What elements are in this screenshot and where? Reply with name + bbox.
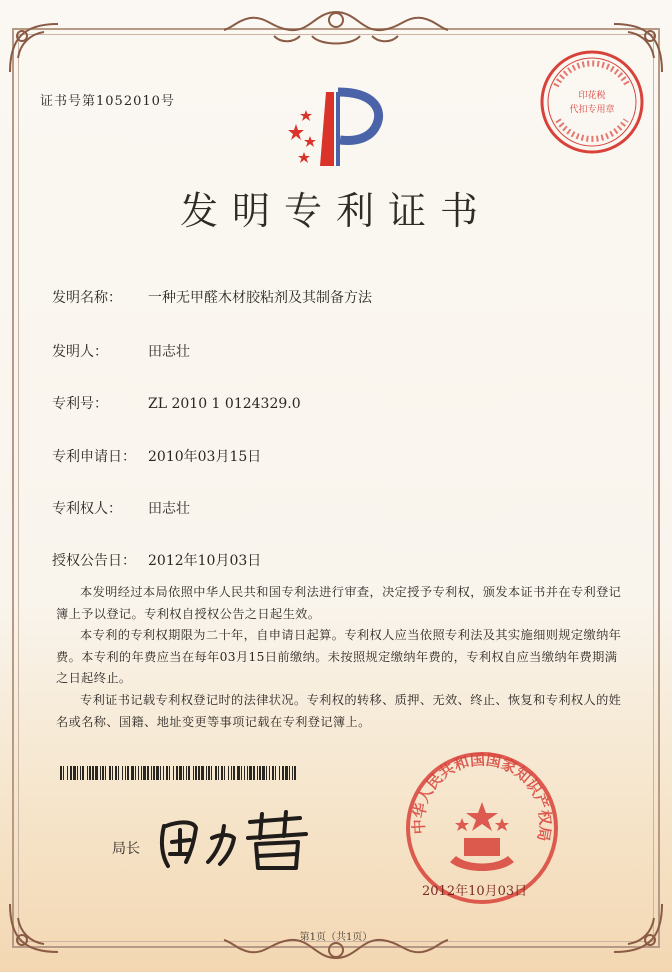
- invention-name-field: [52, 287, 372, 307]
- inventor-field: [52, 341, 190, 361]
- field-label: 授权公告日：: [52, 553, 136, 569]
- field-label: 专利申请日：: [52, 449, 136, 465]
- patentee-field: [52, 498, 190, 518]
- svg-text:印花税: 印花税: [578, 91, 606, 101]
- seal-text: 中华人民共和国国家知识产权局: [409, 750, 555, 843]
- barcode: [60, 766, 298, 780]
- patent-number-field: [52, 393, 301, 413]
- official-seal-icon: [536, 46, 648, 158]
- field-label: 发明名称：: [52, 290, 122, 306]
- application-date-field: [52, 446, 261, 466]
- sipo-logo-icon: [282, 84, 394, 172]
- field-value: 2012年10月03日: [148, 553, 262, 569]
- body-paragraph: 专利证书记载专利权登记时的法律状况。专利权的转移、质押、无效、终止、恢复和专利权人的姓名或名称、国籍、地址变更等事项记载在专利登记簿上。: [56, 692, 622, 729]
- field-value: 田志壮: [148, 344, 190, 360]
- grant-date-field: [52, 550, 261, 570]
- certificate-number: 证书号第1052010号: [40, 94, 175, 109]
- field-label: 发明人：: [52, 344, 108, 360]
- body-paragraph: 本专利的专利权期限为二十年，自申请日起算。专利权人应当依照专利法及其实施细则规定缴纳年费。本专利的年费应当在每年03月15日前缴纳。未按照规定缴纳年费的，专利权自应当缴纳年费期满之日起终止。: [56, 628, 622, 686]
- field-value: 一种无甲醛木材胶粘剂及其制备方法: [148, 290, 372, 306]
- field-label: 专利号：: [52, 396, 108, 412]
- field-value: 田志壮: [148, 501, 190, 517]
- seal-date: 2012年10月03日: [422, 884, 528, 899]
- director-signature: [150, 808, 320, 874]
- top-ornament: [220, 6, 452, 52]
- field-value: 2010年03月15日: [148, 449, 262, 465]
- field-label: 专利权人：: [52, 501, 122, 517]
- certificate-body: [56, 582, 622, 733]
- director-label: 局长: [112, 841, 140, 857]
- svg-text:中华人民共和国国家知识产权局: [410, 751, 555, 843]
- svg-text:代扣专用章: 代扣专用章: [569, 105, 615, 115]
- body-paragraph: 本发明经过本局依照中华人民共和国专利法进行审查，决定授予专利权，颁发本证书并在专利登记簿上予以登记。专利权自授权公告之日起生效。: [56, 585, 622, 621]
- corner-ornament-icon: [4, 18, 64, 78]
- certificate-title: 发明专利证书: [179, 189, 492, 233]
- page-number: 第1页（共1页）: [299, 932, 373, 943]
- field-value: ZL 2010 1 0124329.0: [148, 396, 301, 412]
